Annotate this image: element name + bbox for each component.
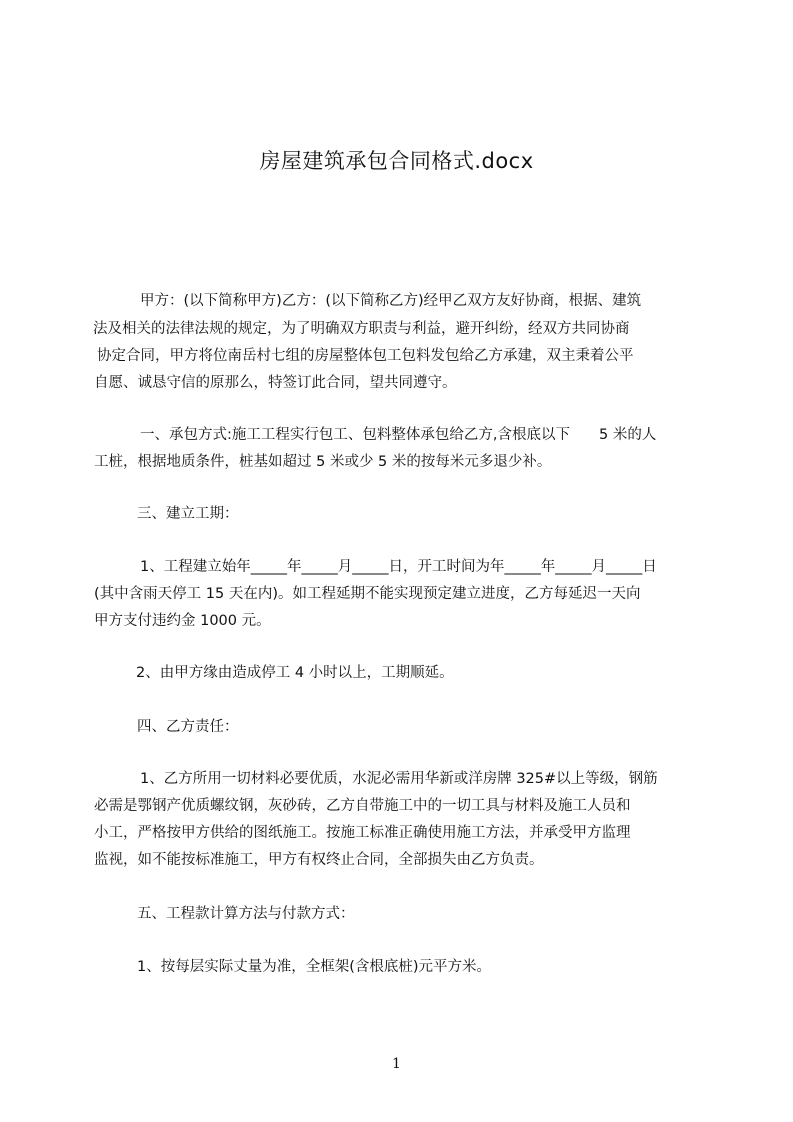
paragraph-line: 工桩，根据地质条件，桩基如超过 5 米或少 5 米的按每米元多退少补。 (94, 454, 552, 470)
page-number: 1 (392, 1056, 401, 1072)
paragraph-line: (其中含雨天停工 15 天在内)。如工程延期不能实现预定建立进度，乙方每延迟一天向 (94, 586, 641, 602)
paragraph-line: 协定合同，甲方将位南岳村七组的房屋整体包工包料发包给乙方承建，双主秉着公平 (97, 348, 634, 364)
paragraph-line: 一、承包方式:施工工程实行包工、包料整体承包给乙方,含根底以下 5 米的人 (140, 427, 657, 443)
paragraph-line: 1、工程建立始年_____年_____月_____日，开工时间为年_____年_____月_____日 (140, 559, 657, 575)
paragraph-line: 2、由甲方缘由造成停工 4 小时以上，工期顺延。 (136, 665, 454, 681)
paragraph-line: 1、乙方所用一切材料必要优质，水泥必需用华新或洋房牌 325#以上等级，钢筋 (140, 771, 658, 787)
section-heading: 四、乙方责任： (137, 719, 239, 735)
section-heading: 五、工程款计算方法与付款方式： (137, 906, 355, 922)
document-title: 房屋建筑承包合同格式.docx (259, 149, 534, 173)
paragraph-line: 小工，严格按甲方供给的图纸施工。按施工标准正确使用施工方法，并承受甲方监理 (94, 825, 631, 841)
paragraph-line: 监视，如不能按标准施工，甲方有权终止合同，全部损失由乙方负责。 (94, 852, 544, 868)
paragraph-line: 甲方支付违约金 1000 元。 (94, 613, 271, 629)
paragraph-line: 1、按每层实际丈量为准，全框架(含根底桩)元平方米。 (137, 959, 492, 975)
paragraph-line: 自愿、诚恳守信的原那么，特签订此合同，望共同遵守。 (94, 375, 457, 391)
paragraph-line: 甲方：(以下简称甲方)乙方：(以下简称乙方)经甲乙双方友好协商，根据、建筑 (140, 293, 642, 309)
paragraph-line: 必需是鄂钢产优质螺纹钢，灰砂砖，乙方自带施工中的一切工具与材料及施工人员和 (94, 798, 631, 814)
section-heading: 三、建立工期： (137, 506, 239, 522)
paragraph-line: 法及相关的法律法规的规定，为了明确双方职责与利益，避开纠纷，经双方共同协商 (93, 321, 630, 337)
